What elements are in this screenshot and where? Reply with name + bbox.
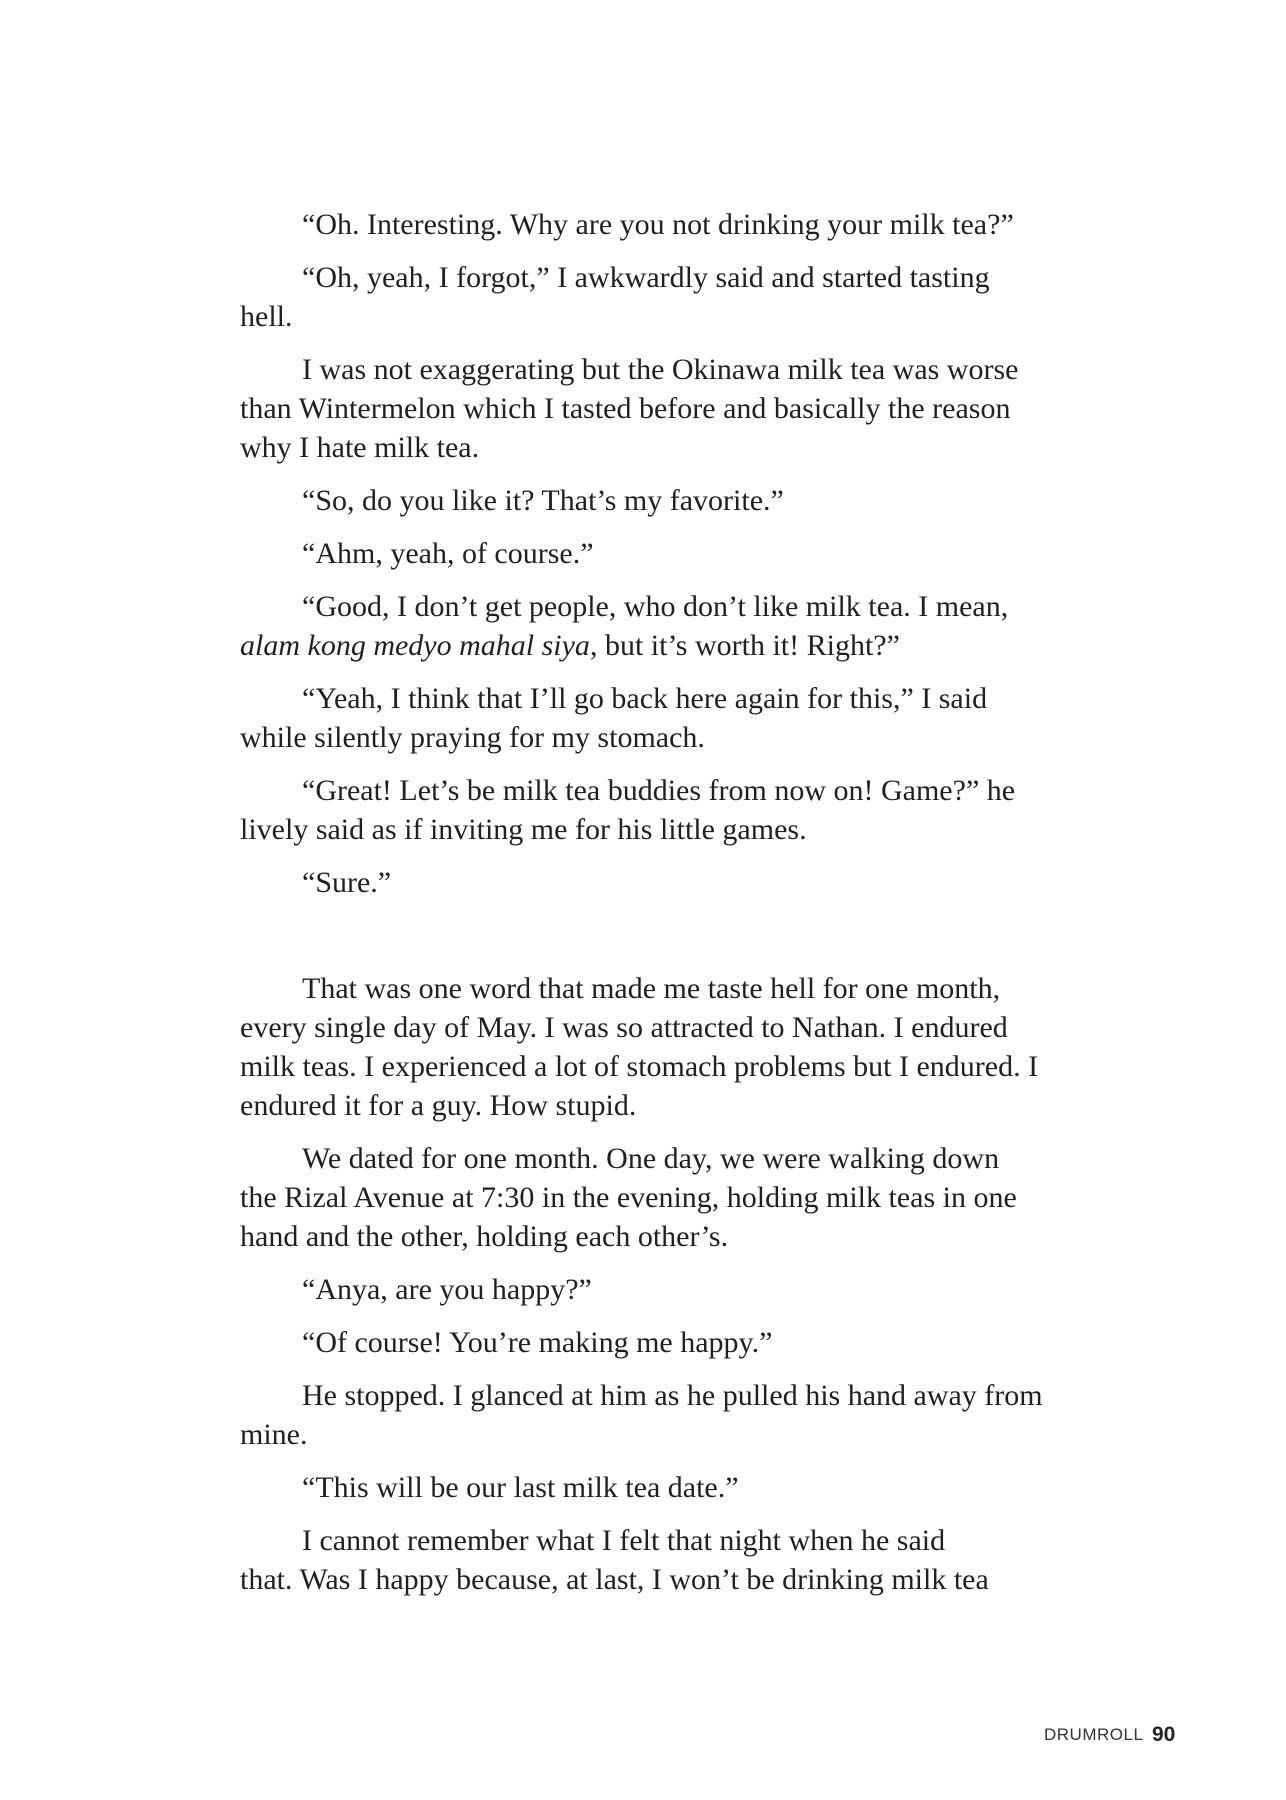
text-segment: “Of course! You’re making me happy.”: [302, 1326, 773, 1359]
text-line: [240, 481, 1200, 520]
text-segment: milk teas. I experienced a lot of stomach problems but I endured. I: [240, 1050, 1039, 1083]
text-line: [240, 258, 1200, 297]
text-segment: why I hate milk tea.: [240, 431, 480, 464]
italic-text: alam kong medyo mahal siya: [240, 629, 590, 662]
text-line: [240, 969, 1200, 1008]
text-segment: I cannot remember what I felt that night when he said: [302, 1524, 946, 1557]
text-segment: “So, do you like it? That’s my favorite.”: [302, 484, 784, 517]
paragraph: [240, 1270, 1200, 1309]
paragraph: [240, 1521, 1200, 1599]
paragraph: [240, 587, 1200, 665]
text-segment: “Ahm, yeah, of course.”: [302, 537, 594, 570]
paragraph: [240, 258, 1200, 336]
text-segment: “Good, I don’t get people, who don’t like milk tea. I mean,: [302, 590, 1009, 623]
text-line: [240, 1139, 1200, 1178]
paragraph: [240, 205, 1200, 244]
text-segment: “This will be our last milk tea date.”: [302, 1471, 739, 1504]
running-title: DRUMROLL: [1044, 1725, 1144, 1744]
text-segment: He stopped. I glanced at him as he pulled his hand away from: [302, 1379, 1043, 1412]
text-line: [240, 1415, 1200, 1454]
text-line: [240, 863, 1200, 902]
text-line: [240, 428, 1200, 467]
text-segment: mine.: [240, 1418, 308, 1451]
paragraph: [240, 969, 1200, 1125]
text-line: [240, 771, 1200, 810]
text-line: [240, 1560, 1200, 1599]
paragraph: [240, 1323, 1200, 1362]
text-line: [240, 1178, 1200, 1217]
text-segment: the Rizal Avenue at 7:30 in the evening, holding milk teas in one: [240, 1181, 1017, 1214]
text-line: [240, 1376, 1200, 1415]
text-line: [240, 679, 1200, 718]
text-line: [240, 389, 1200, 428]
text-segment: That was one word that made me taste hell for one month,: [302, 972, 1001, 1005]
text-line: [240, 1323, 1200, 1362]
text-segment: that. Was I happy because, at last, I won’t be drinking milk tea: [240, 1563, 989, 1596]
text-segment: hell.: [240, 300, 293, 333]
text-segment: “Yeah, I think that I’ll go back here again for this,” I said: [302, 682, 988, 715]
text-line: [240, 1086, 1200, 1125]
text-line: [240, 205, 1200, 244]
paragraph: [240, 1376, 1200, 1454]
paragraph: [240, 1468, 1200, 1507]
text-line: [240, 350, 1200, 389]
text-segment: than Wintermelon which I tasted before and basically the reason: [240, 392, 1011, 425]
text-segment: “Great! Let’s be milk tea buddies from now on! Game?” he: [302, 774, 1016, 807]
paragraph: [240, 481, 1200, 520]
page-number: 90: [1152, 1723, 1176, 1746]
paragraph: [240, 679, 1200, 757]
text-line: [240, 297, 1200, 336]
text-line: [240, 1047, 1200, 1086]
text-segment: We dated for one month. One day, we were walking down: [302, 1142, 1000, 1175]
text-segment: “Oh. Interesting. Why are you not drinking your milk tea?”: [302, 208, 1014, 241]
text-line: [240, 1008, 1200, 1047]
text-line: [240, 1468, 1200, 1507]
text-line: [240, 1521, 1200, 1560]
text-segment: endured it for a guy. How stupid.: [240, 1089, 637, 1122]
text-line: [240, 1217, 1200, 1256]
paragraph: [240, 1139, 1200, 1256]
text-line: [240, 1270, 1200, 1309]
text-segment: , but it’s worth it! Right?”: [589, 629, 900, 662]
text-segment: I was not exaggerating but the Okinawa milk tea was worse: [302, 353, 1019, 386]
text-segment: while silently praying for my stomach.: [240, 721, 705, 754]
text-line: [240, 810, 1200, 849]
paragraph: [240, 534, 1200, 573]
text-segment: lively said as if inviting me for his little games.: [240, 813, 807, 846]
text-segment: every single day of May. I was so attracted to Nathan. I endured: [240, 1011, 1008, 1044]
text-segment: “Sure.”: [302, 866, 392, 899]
paragraph: [240, 771, 1200, 849]
text-line: [240, 718, 1200, 757]
paragraph: [240, 350, 1200, 467]
paragraph: [240, 863, 1200, 902]
text-segment: “Anya, are you happy?”: [302, 1273, 592, 1306]
text-line: [240, 587, 1200, 626]
body-text: [240, 205, 1200, 1599]
text-segment: hand and the other, holding each other’s.: [240, 1220, 729, 1253]
text-line: [240, 626, 1200, 665]
text-segment: “Oh, yeah, I forgot,” I awkwardly said and started tasting: [302, 261, 990, 294]
text-line: [240, 534, 1200, 573]
